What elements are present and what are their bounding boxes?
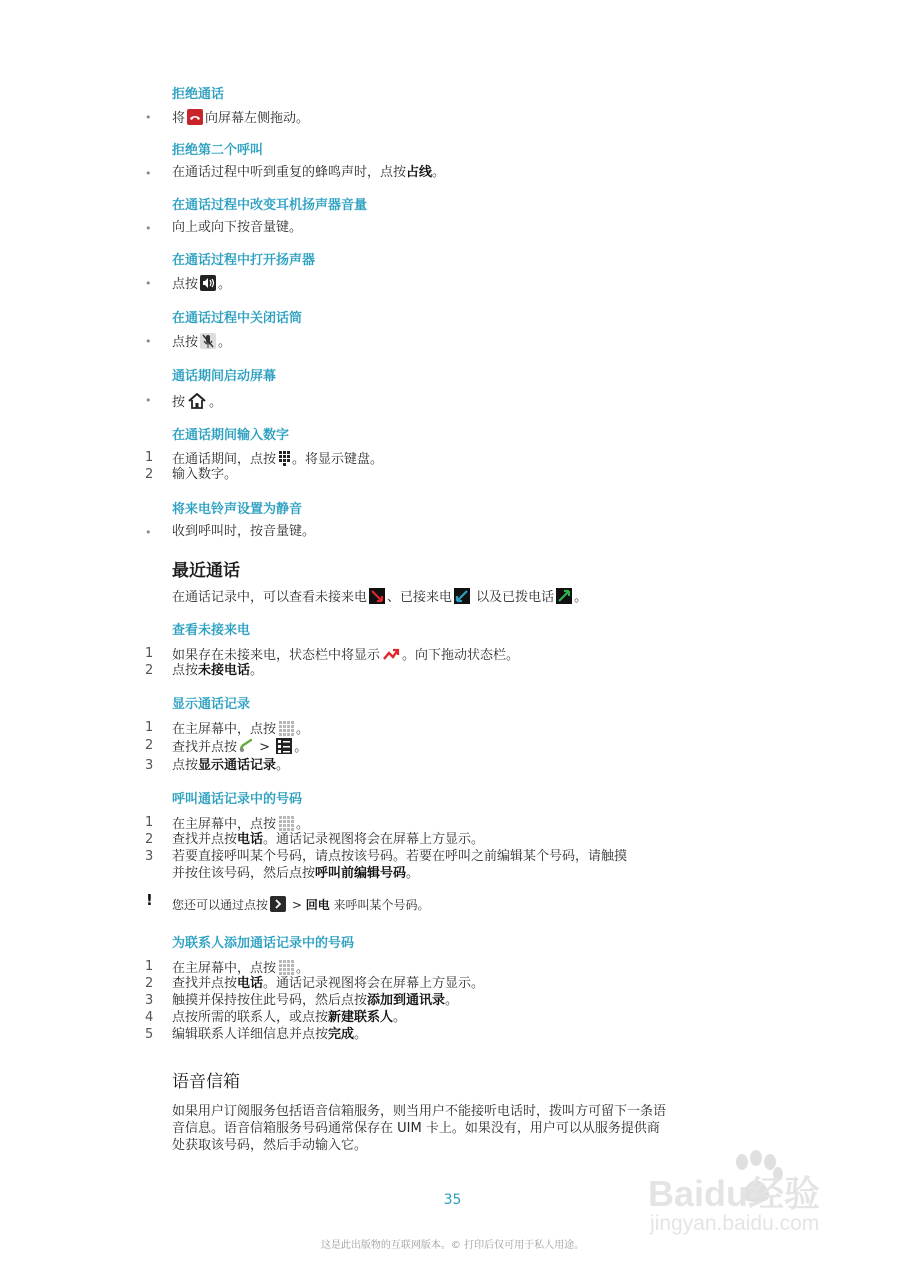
watermark-brand: Baidu经验 [648, 1173, 821, 1214]
step-number: 2 [145, 738, 154, 753]
page-number: 35 [443, 1192, 462, 1208]
bullet: • [145, 167, 152, 180]
speaker-text: 点按 。 [172, 277, 232, 292]
step-number: 1 [145, 815, 154, 830]
step-number: 2 [145, 976, 154, 991]
received-call-icon [454, 588, 470, 604]
show-log-step-3: 点按显示通话记录。 [172, 758, 290, 773]
digits-heading: 在通话期间输入数字 [172, 428, 290, 443]
voicemail-line-1: 如果用户订阅服务包括语音信箱服务，则当用户不能接听电话时，拨叫方可留下一条语 [172, 1104, 667, 1119]
bullet: • [145, 111, 152, 124]
step-number: 4 [145, 1010, 154, 1025]
call-from-log-step-3-line-2: 并按住该号码，然后点按呼叫前编辑号码。 [172, 866, 420, 881]
reject-second-heading: 拒绝第二个呼叫 [172, 143, 264, 158]
silence-heading: 将来电铃声设置为静音 [172, 502, 303, 517]
bullet: • [145, 335, 152, 348]
voicemail-title: 语音信箱 [172, 1072, 240, 1092]
screen-text: 按 。 [172, 392, 222, 411]
menu-arrow-icon [270, 896, 286, 912]
app-grid-icon [278, 959, 294, 975]
earpiece-heading: 在通话过程中改变耳机扬声器音量 [172, 198, 368, 213]
add-step-3: 触摸并保持按住此号码，然后点按添加到通讯录。 [172, 993, 459, 1008]
app-grid-icon [278, 720, 294, 736]
call-from-log-step-3-line-1: 若要直接呼叫某个号码，请点按该号码。若要在呼叫之前编辑某个号码，请触摸 [172, 849, 628, 864]
reject-text: 将 向屏幕左侧拖动。 [172, 111, 310, 126]
step-number: 3 [145, 993, 154, 1008]
silence-text: 收到呼叫时，按音量键。 [172, 524, 316, 539]
phone-app-icon [239, 738, 253, 754]
call-back-note: 您还可以通过点按 > 回电 来呼叫某个号码。 [172, 898, 430, 912]
show-log-heading: 显示通话记录 [172, 697, 251, 712]
missed-calls-heading: 查看未接来电 [172, 623, 251, 638]
show-log-step-1: 在主屏幕中，点按 。 [172, 722, 310, 737]
reject-call-icon [187, 109, 203, 125]
add-to-contacts-heading: 为联系人添加通话记录中的号码 [172, 936, 355, 951]
add-step-1: 在主屏幕中，点按 。 [172, 961, 310, 976]
missed-step-2: 点按未接电话。 [172, 663, 264, 678]
dialpad-icon [278, 450, 290, 466]
mic-heading: 在通话过程中关闭话筒 [172, 311, 303, 326]
step-number: 1 [145, 450, 154, 465]
digits-step-2: 输入数字。 [172, 467, 238, 482]
recent-calls-intro: 在通话记录中，可以查看未接来电 、已接来电 以及已拨电话 。 [172, 590, 588, 605]
bullet: • [145, 277, 152, 290]
call-log-icon [276, 738, 292, 754]
mic-text: 点按 。 [172, 335, 232, 350]
step-number: 3 [145, 758, 154, 773]
missed-step-1: 如果存在未接来电，状态栏中将显示 。向下拖动状态栏。 [172, 648, 520, 663]
reject-second-text: 在通话过程中听到重复的蜂鸣声时，点按占线。 [172, 165, 446, 180]
step-number: 5 [145, 1027, 154, 1042]
call-from-log-heading: 呼叫通话记录中的号码 [172, 792, 303, 807]
screen-heading: 通话期间启动屏幕 [172, 369, 277, 384]
watermark-url: jingyan.baidu.com [650, 1212, 820, 1235]
baidu-watermark [640, 1150, 860, 1250]
bullet: • [145, 222, 152, 235]
add-step-4: 点按所需的联系人，或点按新建联系人。 [172, 1010, 407, 1025]
note-icon: ! [146, 891, 153, 909]
add-step-5: 编辑联系人详细信息并点按完成。 [172, 1027, 368, 1042]
bullet: • [145, 526, 152, 539]
step-number: 1 [145, 720, 154, 735]
home-icon [187, 392, 207, 410]
reject-heading: 拒绝通话 [172, 87, 225, 102]
step-number: 3 [145, 849, 154, 864]
speaker-icon [200, 275, 216, 291]
call-from-log-step-2: 查找并点按电话。通话记录视图将会在屏幕上方显示。 [172, 832, 485, 847]
earpiece-text: 向上或向下按音量键。 [172, 220, 303, 235]
digits-step-1: 在通话期间，点按 。将显示键盘。 [172, 452, 384, 467]
missed-call-icon [369, 588, 385, 604]
show-log-step-2: 查找并点按 > 。 [172, 740, 308, 755]
step-number: 2 [145, 467, 154, 482]
voicemail-line-2: 音信息。语音信箱服务号码通常保存在 UIM 卡上。如果没有，用户可以从服务提供商 [172, 1121, 660, 1136]
app-grid-icon [278, 815, 294, 831]
call-from-log-step-1: 在主屏幕中，点按 。 [172, 817, 310, 832]
missed-call-status-icon [382, 646, 400, 662]
recent-calls-title: 最近通话 [172, 561, 240, 581]
mute-microphone-icon [200, 333, 216, 349]
voicemail-line-3: 处获取该号码，然后手动输入它。 [172, 1138, 368, 1153]
step-number: 2 [145, 663, 154, 678]
step-number: 2 [145, 832, 154, 847]
step-number: 1 [145, 959, 154, 974]
footer-note: 这是此出版物的互联网版本。© 打印后仅可用于私人用途。 [320, 1240, 585, 1251]
add-step-2: 查找并点按电话。通话记录视图将会在屏幕上方显示。 [172, 976, 485, 991]
step-number: 1 [145, 646, 154, 661]
dialed-call-icon [556, 588, 572, 604]
speaker-heading: 在通话过程中打开扬声器 [172, 253, 316, 268]
bullet: • [145, 394, 152, 407]
